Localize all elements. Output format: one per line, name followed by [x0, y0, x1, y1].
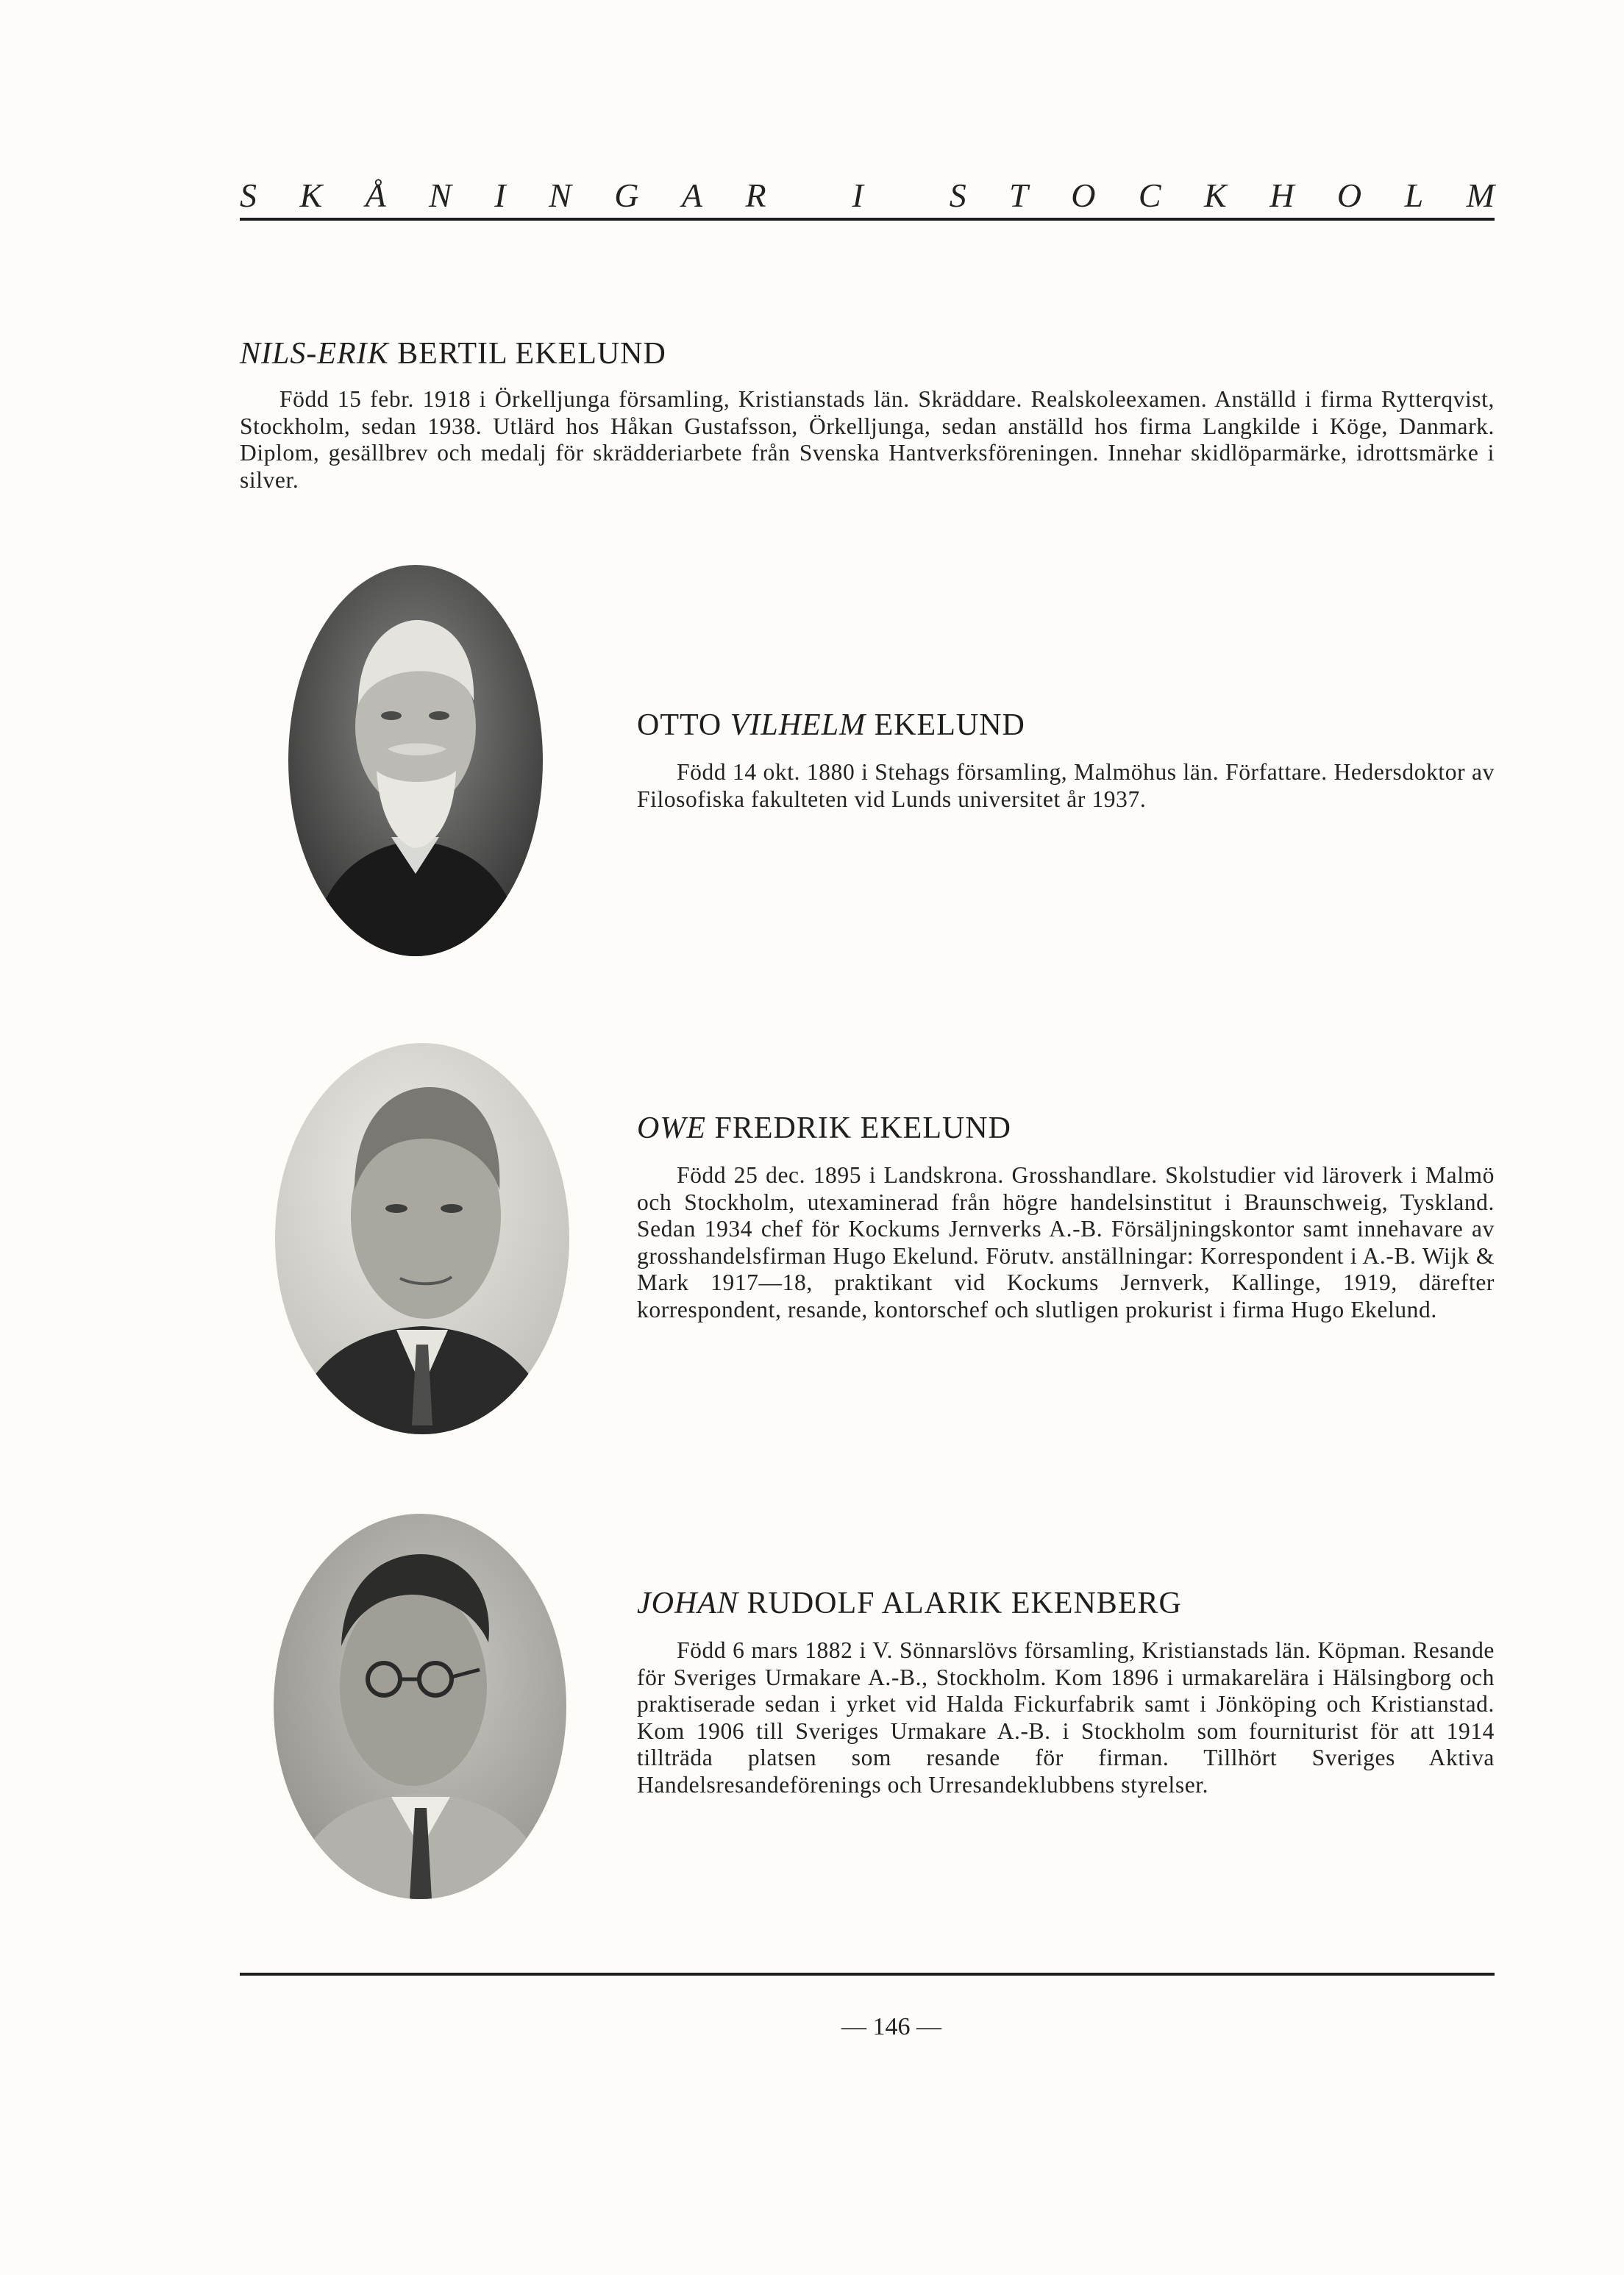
portrait-photo-graphic	[275, 1043, 569, 1434]
biography-entry	[240, 335, 1495, 494]
header-letter: R	[745, 177, 766, 214]
portrait-photo-graphic	[274, 1514, 566, 1899]
header-letter: K	[299, 177, 323, 214]
name-rest-part: RUDOLF ALARIK EKENBERG	[738, 1587, 1182, 1620]
header-letter: H	[1269, 177, 1294, 214]
portrait-photo	[275, 1043, 569, 1434]
header-letter: M	[1466, 177, 1495, 214]
running-header	[240, 177, 1495, 215]
header-letter: O	[1071, 177, 1096, 214]
name-first-part: OTTO	[637, 708, 730, 742]
name-italic-part: OWE	[637, 1111, 706, 1145]
entry-name	[637, 1109, 1495, 1147]
header-rule	[240, 218, 1495, 221]
entry-name	[637, 706, 1495, 744]
biography-entry	[637, 706, 1495, 813]
header-letter: Å	[365, 177, 386, 214]
header-letter: S	[240, 177, 257, 214]
header-letter: C	[1138, 177, 1161, 214]
portrait-photo	[288, 565, 543, 956]
header-letter: K	[1204, 177, 1227, 214]
header-letter: T	[1009, 177, 1028, 214]
header-letter: O	[1336, 177, 1362, 214]
header-letter: I	[852, 177, 863, 214]
portrait-photo-graphic	[288, 565, 543, 956]
header-letter: I	[494, 177, 506, 214]
portrait-photo	[274, 1514, 566, 1899]
name-italic-part: NILS-ERIK	[240, 337, 389, 371]
header-letter: S	[949, 177, 966, 214]
header-letter: G	[614, 177, 639, 214]
biography-entry	[637, 1584, 1495, 1798]
biography-entry	[637, 1109, 1495, 1323]
entry-bio: Född 25 dec. 1895 i Landskrona. Grosshandlare. Skolstudier vid läroverk i Malmö och Stockholm, utexaminerad från högre handelsinstitut i Braunschweig, Tyskland. Sedan 1934 chef för Kockums Jernverks A.-B. Försäljningskontor samt innehavare av grosshandelsfirman Hugo Ekelund. Förutv. anställningar: Korrespondent i A.-B. Wijk & Mark 1917—18, praktikant vid Kockums Jernverk, Kallinge, 1919, därefter korrespondent, resande, kontorschef och slutligen prokurist i firma Hugo Ekelund.	[637, 1162, 1495, 1322]
entry-bio: Född 15 febr. 1918 i Örkelljunga församling, Kristianstads län. Skräddare. Realskoleexamen. Anställd i firma Rytterqvist, Stockholm, sedan 1938. Utlärd hos Håkan Gustafsson, Örkelljunga, sedan anställd hos firma Langkilde i Köge, Danmark. Diplom, gesällbrev och medalj för skrädderiarbete från Svenska Hantverksföreningen. Innehar skidlöparmärke, idrottsmärke i silver.	[240, 386, 1495, 493]
entry-bio: Född 6 mars 1882 i V. Sönnarslövs församling, Kristianstads län. Köpman. Resande för Sveriges Urmakare A.-B., Stockholm. Kom 1896 i urmakarelära i Hälsingborg och praktiserade sedan i yrket vid Halda Fickurfabrik samt i Jönköping och Kristianstad. Kom 1906 till Sveriges Urmakare A.-B. i Stockholm som fourniturist för att 1914 tillträda platsen som resande för firman. Tillhört Sveriges Aktiva Handelsresandeförenings och Urresandeklubbens styrelser.	[637, 1637, 1495, 1798]
page-number: — 146 —	[841, 2013, 941, 2040]
entry-bio: Född 14 okt. 1880 i Stehags församling, Malmöhus län. Författare. Hedersdoktor av Filosofiska fakulteten vid Lunds universitet år 1937.	[637, 759, 1495, 812]
header-letter: N	[549, 177, 571, 214]
name-rest-part: BERTIL EKELUND	[388, 337, 666, 371]
name-italic-part: JOHAN	[637, 1587, 738, 1620]
header-letter: N	[429, 177, 452, 214]
header-letter: A	[681, 177, 703, 214]
name-italic-part: VILHELM	[730, 708, 866, 742]
name-rest-part: FREDRIK EKELUND	[705, 1111, 1011, 1145]
header-letter: L	[1404, 177, 1424, 214]
footer-rule	[240, 1973, 1495, 1976]
entry-name	[637, 1584, 1495, 1623]
entry-name	[240, 335, 1495, 373]
name-rest-part: EKELUND	[866, 708, 1025, 742]
